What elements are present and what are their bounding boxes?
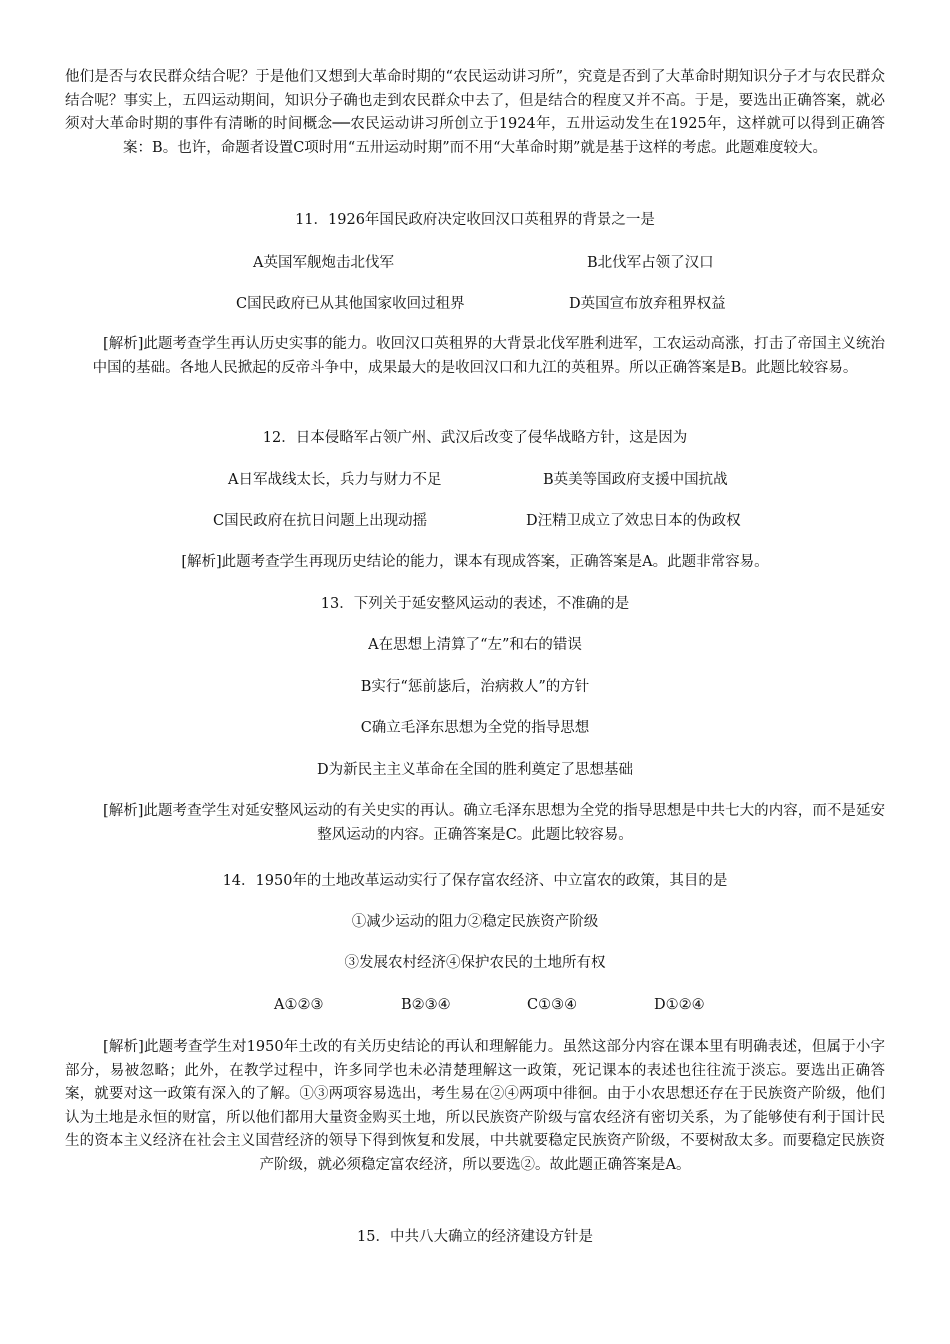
q12-option-d: D汪精卫成立了效忠日本的伪政权 bbox=[526, 513, 741, 529]
q14-items-2: ③发展农村经济④保护农民的土地所有权 bbox=[344, 955, 606, 971]
q13-option-b: B实行“惩前毖后，治病救人”的方针 bbox=[360, 679, 590, 695]
question-14-analysis: [解析]此题考查学生对1950年土改的有关历史结论的再认和理解能力。虽然这部分内容在课本里有明确表述，但属于小字部分，易被忽略；此外，在教学过程中，许多同学也未必清楚理解这一政策，死记课本的表述也往往流于淡忘。要选出正确答案，就要对这一政策有深入的了解。①③两项容易选出，考生易在②④两项中徘徊。由于小农思想还存在于民族资产阶级，他们认为土地是永恒的财富，所以他们都用大量资金购买土地，所以民族资产阶级与富农经济有密切关系，为了能够使有利于国计民生的资本主义经济在社会主义国营经济的领导下得到恢复和发展，中共就要稳定民族资产阶级，不要树敌太多。而要稳定民族资产阶级，就必须稳定富农经济，所以要选②。故此题正确答案是A。 bbox=[65, 1039, 885, 1173]
q13-option-a: A在思想上清算了“左”和右的错误 bbox=[368, 637, 582, 653]
intro-paragraph: 他们是否与农民群众结合呢？于是他们又想到大革命时期的“农民运动讲习所”，究竟是否到了大革命时期知识分子才与农民群众结合呢？事实上，五四运动期间，知识分子确也走到农民群众中去了，但是结合的程度又并不高。于是，要选出正确答案，就必须对大革命时期的事件有清晰的时间概念──农民运动讲习所创立于1924年，五卅运动发生在1925年，这样就可以得到正确答案：B。也许，命题者设置C项时用“五卅运动时期”而不用“大革命时期”就是基于这样的考虑。此题难度较大。 bbox=[65, 69, 885, 156]
q12-option-a: A日军战线太长，兵力与财力不足 bbox=[228, 472, 442, 488]
question-15-stem: 15．中共八大确立的经济建设方针是 bbox=[357, 1229, 593, 1245]
question-14-stem: 14．1950年的土地改革运动实行了保存富农经济、中立富农的政策，其目的是 bbox=[222, 873, 728, 889]
q11-option-a: A英国军舰炮击北伐军 bbox=[253, 255, 394, 271]
question-13-analysis: [解析]此题考查学生对延安整风运动的有关史实的再认。确立毛泽东思想为全党的指导思想是中共七大的内容，而不是延安整风运动的内容。正确答案是C。此题比较容易。 bbox=[103, 803, 885, 843]
q14-option-d: D①②④ bbox=[654, 997, 705, 1013]
question-11-analysis: [解析]此题考查学生再认历史实事的能力。收回汉口英租界的大背景北伐军胜利进军，工农运动高涨，打击了帝国主义统治中国的基础。各地人民掀起的反帝斗争中，成果最大的是收回汉口和九江的英租界。所以正确答案是B。此题比较容易。 bbox=[92, 336, 885, 376]
question-11-stem: 11．1926年国民政府决定收回汉口英租界的背景之一是 bbox=[295, 212, 655, 228]
q14-items-1: ①减少运动的阻力②稳定民族资产阶级 bbox=[351, 914, 599, 930]
q11-option-b: B北伐军占领了汉口 bbox=[587, 255, 714, 271]
q13-option-d: D为新民主主义革命在全国的胜利奠定了思想基础 bbox=[316, 762, 634, 778]
q14-option-c: C①③④ bbox=[527, 997, 578, 1013]
q14-option-b: B②③④ bbox=[401, 997, 451, 1013]
q12-option-c: C国民政府在抗日问题上出现动摇 bbox=[213, 513, 428, 529]
q11-option-c: C国民政府已从其他国家收回过租界 bbox=[236, 296, 465, 312]
q11-option-d: D英国宣布放弃租界权益 bbox=[569, 296, 726, 312]
q13-option-c: C确立毛泽东思想为全党的指导思想 bbox=[360, 720, 590, 736]
question-12-analysis: [解析]此题考查学生再现历史结论的能力，课本有现成答案，正确答案是A。此题非常容易。 bbox=[181, 554, 769, 570]
q14-option-a: A①②③ bbox=[274, 997, 324, 1013]
question-13-stem: 13．下列关于延安整风运动的表述，不准确的是 bbox=[320, 596, 630, 612]
question-12-stem: 12．日本侵略军占领广州、武汉后改变了侵华战略方针，这是因为 bbox=[262, 430, 688, 446]
q12-option-b: B英美等国政府支援中国抗战 bbox=[543, 472, 728, 488]
